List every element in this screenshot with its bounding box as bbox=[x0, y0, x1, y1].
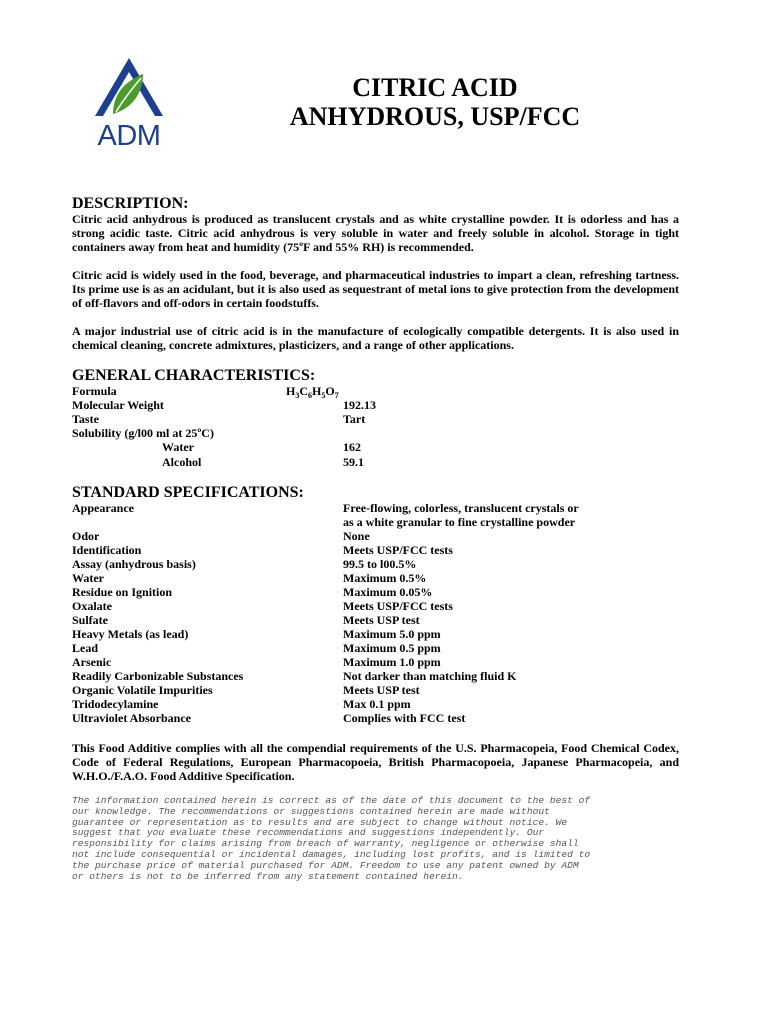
spec-label: Lead bbox=[72, 641, 99, 655]
taste-value: Tart bbox=[343, 412, 366, 426]
spec-label: Residue on Ignition bbox=[72, 585, 173, 599]
disclaimer bbox=[72, 796, 682, 882]
water-label: Water bbox=[162, 440, 194, 454]
spec-label: Sulfate bbox=[72, 613, 108, 627]
disclaimer-line: not include consequential or incidental damages, including lost profits, and is limited to bbox=[72, 848, 591, 860]
taste-label: Taste bbox=[72, 412, 99, 426]
adm-logo bbox=[89, 56, 169, 154]
spec-value: Meets USP test bbox=[343, 613, 420, 627]
description-paragraph-1: Citric acid anhydrous is produced as translucent crystals and as white crystalline powder. It is odorless and has a strong acidic taste. Citric acid anhydrous is very soluble in water and freely soluble in alcohol. Storage in tight containers away from heat and humidity (75ºF and 55% RH) is recommended. bbox=[72, 212, 679, 254]
disclaimer-line: responsibility for claims arising from breach of warranty, negligence or otherwise shall bbox=[72, 838, 579, 850]
formula-label: Formula bbox=[72, 384, 117, 398]
description-paragraph-3: A major industrial use of citric acid is in the manufacture of ecologically compatible detergents. It is also used in chemical cleaning, concrete admixtures, plasticizers, and a range of other applications. bbox=[72, 324, 679, 352]
title-line-1: CITRIC ACID bbox=[352, 73, 518, 102]
spec-value: Maximum 0.5 ppm bbox=[343, 641, 441, 655]
spec-value: Max 0.1 ppm bbox=[343, 697, 411, 711]
spec-value: Maximum 0.5% bbox=[343, 571, 427, 585]
spec-label: Assay (anhydrous basis) bbox=[72, 557, 196, 571]
water-solubility-value: 162 bbox=[343, 440, 361, 454]
disclaimer-line: The information contained herein is correct as of the date of this document to the best of bbox=[72, 795, 591, 806]
disclaimer-line: or others is not to be inferred from any statement contained herein. bbox=[72, 870, 464, 882]
title-line-2: ANHYDROUS, USP/FCC bbox=[289, 102, 581, 131]
spec-label: Water bbox=[72, 571, 104, 585]
logo-text: ADM bbox=[97, 120, 161, 152]
compliance-statement: This Food Additive complies with all the compendial requirements of the U.S. Pharmacopeia, Food Chemical Codex, Code of Federal Regulations, European Pharmacopoeia, British Pharmacopoeia, Japanese Pharmacopeia, and W.H.O./F.A.O. Food Additive Specification. bbox=[72, 741, 679, 783]
spec-value: Meets USP/FCC tests bbox=[343, 599, 453, 613]
disclaimer-line: the purchase price of material purchased for ADM. Freedom to use any patent owned by ADM bbox=[72, 859, 579, 871]
alcohol-solubility-value: 59.1 bbox=[343, 455, 364, 469]
spec-label: Odor bbox=[72, 529, 100, 543]
spec-value: Not darker than matching fluid K bbox=[343, 669, 517, 683]
spec-value: Meets USP/FCC tests bbox=[343, 543, 453, 557]
solubility-label: Solubility (g/l00 ml at 25ºC) bbox=[72, 426, 214, 440]
appearance-value-line-2: as a white granular to fine crystalline powder bbox=[343, 515, 576, 529]
molecular-weight-value: 192.13 bbox=[343, 398, 376, 412]
spec-value: Meets USP test bbox=[343, 683, 420, 697]
spec-label: Tridodecylamine bbox=[72, 697, 159, 711]
general-characteristics-heading: GENERAL CHARACTERISTICS: bbox=[72, 367, 316, 384]
molecular-weight-label: Molecular Weight bbox=[72, 398, 164, 412]
disclaimer-line: guarantee or representation as to results and are subject to change without notice. We bbox=[72, 816, 568, 828]
spec-value: Maximum 1.0 ppm bbox=[343, 655, 441, 669]
formula-value: $H_3C_6H_5O_7$ bbox=[286, 384, 339, 400]
spec-value: 99.5 to l00.5% bbox=[343, 557, 417, 571]
standard-specifications-heading: STANDARD SPECIFICATIONS: bbox=[72, 484, 304, 501]
spec-label: Arsenic bbox=[72, 655, 112, 669]
spec-value: None bbox=[343, 529, 370, 543]
spec-label: Heavy Metals (as lead) bbox=[72, 627, 189, 641]
appearance-value-line-1: Free-flowing, colorless, translucent crystals or bbox=[343, 501, 579, 515]
description-paragraph-2: Citric acid is widely used in the food, beverage, and pharmaceutical industries to impart a clean, refreshing tartness. Its prime use is as an acidulant, but it is also used as sequestrant of metal ions to give protection from the development of off-flavors and off-odors in certain foodstuffs. bbox=[72, 268, 679, 310]
spec-label: Organic Volatile Impurities bbox=[72, 683, 213, 697]
disclaimer-line: our knowledge. The recommendations or suggestions contained herein are made without bbox=[72, 805, 550, 817]
page-title bbox=[230, 73, 640, 131]
spec-label: Identification bbox=[72, 543, 142, 557]
alcohol-label: Alcohol bbox=[162, 455, 202, 469]
disclaimer-line: suggest that you evaluate these recommendations and suggestions independently. Our bbox=[72, 827, 545, 839]
appearance-label: Appearance bbox=[72, 501, 134, 515]
spec-value: Maximum 0.05% bbox=[343, 585, 433, 599]
spec-label: Oxalate bbox=[72, 599, 112, 613]
adm-leaf-icon bbox=[89, 56, 169, 122]
spec-label: Readily Carbonizable Substances bbox=[72, 669, 244, 683]
spec-label: Ultraviolet Absorbance bbox=[72, 711, 191, 725]
spec-value: Maximum 5.0 ppm bbox=[343, 627, 441, 641]
description-heading: DESCRIPTION: bbox=[72, 195, 189, 212]
spec-value: Complies with FCC test bbox=[343, 711, 466, 725]
